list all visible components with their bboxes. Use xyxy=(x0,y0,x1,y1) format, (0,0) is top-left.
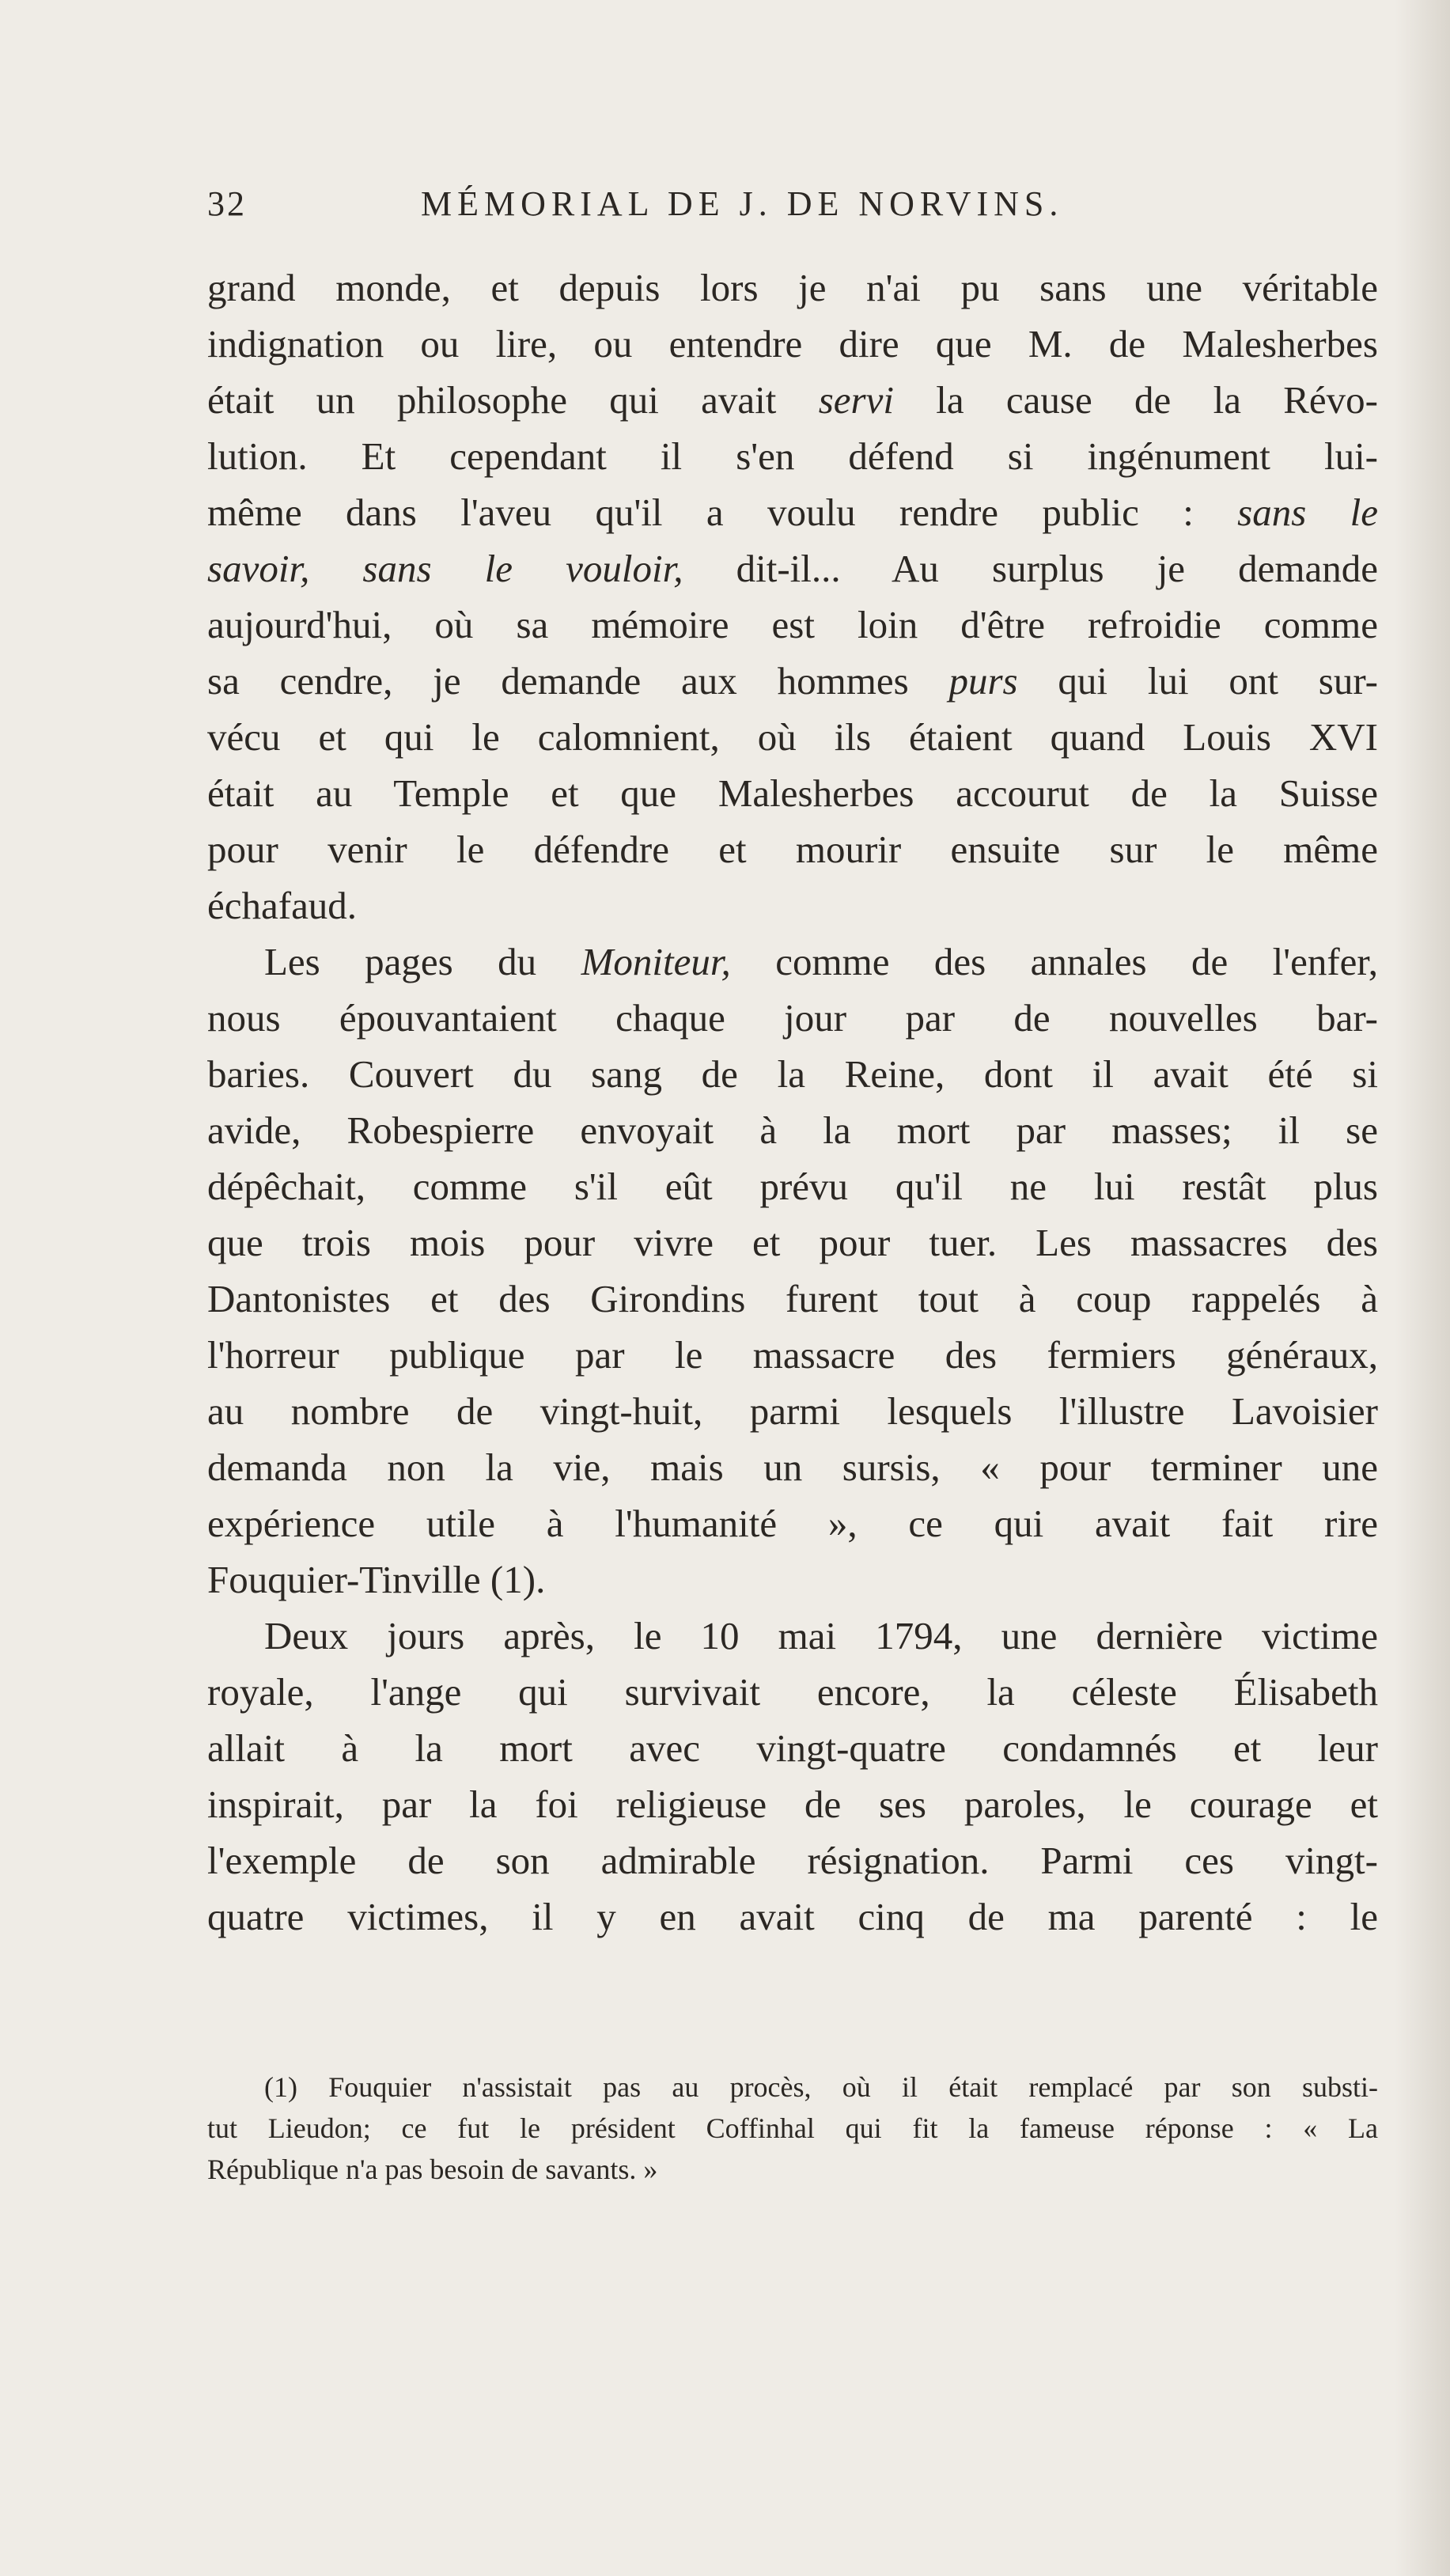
text-line: sa cendre, je demande aux hommes purs qui lui ont sur- xyxy=(207,659,1379,703)
text-line: vécu et qui le calomnient, où ils étaient quand Louis XVI xyxy=(207,715,1378,759)
text-line: même dans l'aveu qu'il a voulu rendre public : sans le xyxy=(207,491,1379,534)
text-line: avide, Robespierre envoyait à la mort par masses; il se xyxy=(207,1108,1378,1152)
text-line: au nombre de vingt-huit, parmi lesquels l'illustre Lavoisier xyxy=(207,1389,1378,1433)
running-title: MÉMORIAL DE J. DE NORVINS. xyxy=(421,184,1064,223)
text-line: pour venir le défendre et mourir ensuite sur le même xyxy=(207,828,1378,871)
text-line: était un philosophe qui avait servi la cause de la Révo- xyxy=(207,378,1378,422)
text-line: Deux jours après, le 10 mai 1794, une dernière victime xyxy=(264,1614,1378,1657)
text-line: royale, l'ange qui survivait encore, la céleste Élisabeth xyxy=(207,1670,1378,1714)
text-line: nous épouvantaient chaque jour par de nouvelles bar- xyxy=(207,996,1378,1040)
footnote-line: (1) Fouquier n'assistait pas au procès, où il était remplacé par son substi- xyxy=(264,2071,1378,2103)
italic-word: servi xyxy=(818,378,894,422)
page-edge-shadow xyxy=(1395,0,1450,2576)
italic-phrase: sans le xyxy=(1237,491,1379,534)
main-text xyxy=(207,259,1378,1945)
footnotes xyxy=(207,2066,1378,2190)
text-line: dépêchait, comme s'il eût prévu qu'il ne lui restât plus xyxy=(207,1165,1378,1208)
text-line: Fouquier-Tinville (1). xyxy=(207,1558,546,1601)
text-line: savoir, sans le vouloir, dit-il... Au surplus je demande xyxy=(207,547,1379,590)
italic-word: purs xyxy=(948,659,1018,703)
text-line: aujourd'hui, où sa mémoire est loin d'être refroidie comme xyxy=(207,603,1378,646)
text-line: Dantonistes et des Girondins furent tout à coup rappelés à xyxy=(207,1277,1378,1320)
text-line: indignation ou lire, ou entendre dire que M. de Malesherbes xyxy=(207,322,1378,366)
text-line: demanda non la vie, mais un sursis, « pour terminer une xyxy=(207,1445,1378,1489)
page-number: 32 xyxy=(207,184,247,223)
text-line: échafaud. xyxy=(207,884,358,927)
text-line: l'horreur publique par le massacre des fermiers généraux, xyxy=(207,1333,1378,1377)
text-line: était au Temple et que Malesherbes accourut de la Suisse xyxy=(207,771,1378,815)
italic-word: Moniteur, xyxy=(581,940,731,983)
text-line: Les pages du Moniteur, comme des annales de l'enfer, xyxy=(264,940,1379,983)
text-line: grand monde, et depuis lors je n'ai pu sans une véritable xyxy=(207,266,1378,309)
italic-phrase: savoir, sans le vouloir, xyxy=(207,547,683,590)
text-line: baries. Couvert du sang de la Reine, dont il avait été si xyxy=(207,1052,1378,1096)
text-line: inspirait, par la foi religieuse de ses paroles, le courage et xyxy=(207,1782,1378,1826)
text-line: expérience utile à l'humanité », ce qui avait fait rire xyxy=(207,1502,1378,1545)
footnote-line: République n'a pas besoin de savants. » xyxy=(207,2154,658,2185)
text-line: que trois mois pour vivre et pour tuer. Les massacres des xyxy=(207,1221,1378,1264)
page-header xyxy=(207,184,1362,231)
text-line: lution. Et cependant il s'en défend si ingénument lui- xyxy=(207,434,1378,478)
text-line: quatre victimes, il y en avait cinq de ma parenté : le xyxy=(207,1895,1378,1938)
text-line: l'exemple de son admirable résignation. Parmi ces vingt- xyxy=(207,1839,1378,1882)
footnote-line: tut Lieudon; ce fut le président Coffinhal qui fit la fameuse réponse : « La xyxy=(207,2112,1378,2144)
text-line: allait à la mort avec vingt-quatre condamnés et leur xyxy=(207,1726,1378,1770)
